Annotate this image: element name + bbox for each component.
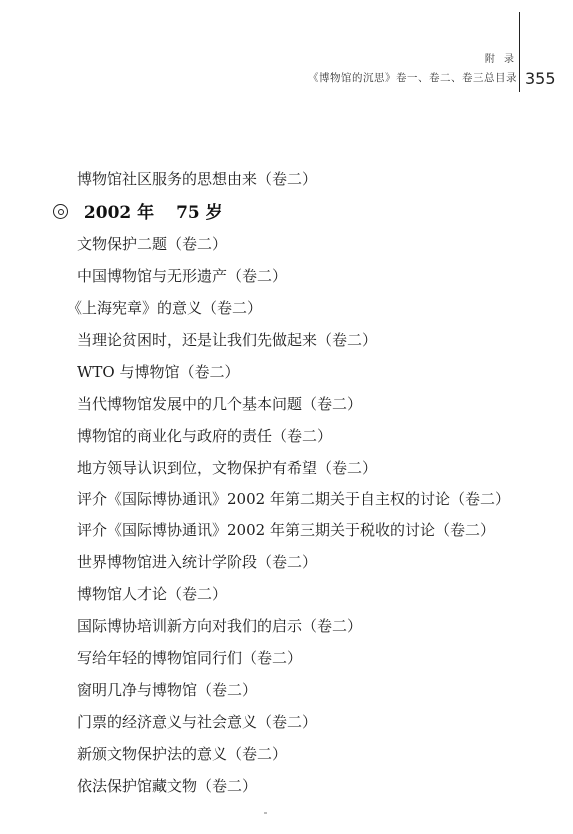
toc-entry: 新颁文物保护法的意义（卷二） (77, 745, 288, 763)
toc-entry: 博物馆社区服务的思想由来（卷二） (77, 170, 318, 188)
toc-entry: 《上海宪章》的意义（卷二） (67, 299, 263, 317)
toc-entry: 国际博协培训新方向对我们的启示（卷二） (77, 617, 363, 635)
toc-entry: 博物馆人才论（卷二） (77, 585, 228, 603)
toc-entry: 评介《国际博协通讯》2002 年第二期关于自主权的讨论（卷二） (77, 490, 510, 508)
toc-entry: 中国博物馆与无形遗产（卷二） (77, 267, 288, 285)
running-header-title: 《博物馆的沉思》卷一、卷二、卷三总目录 (308, 72, 517, 84)
double-circle-bullet-icon (53, 204, 68, 219)
toc-entry: 博物馆的商业化与政府的责任（卷二） (77, 427, 333, 445)
year-heading (53, 202, 223, 224)
toc-entry: 门票的经济意义与社会意义（卷二） (77, 713, 318, 731)
toc-entry: 地方领导认识到位，文物保护有希望（卷二） (77, 459, 378, 477)
year-label: 2002 年 (83, 203, 155, 223)
toc-entry: 评介《国际博协通讯》2002 年第三期关于税收的讨论（卷二） (77, 521, 495, 539)
toc-entry: 写给年轻的博物馆同行们（卷二） (77, 649, 303, 667)
toc-entry: WTO 与博物馆（卷二） (77, 363, 240, 381)
header-vertical-rule (519, 12, 520, 92)
toc-entry: 文物保护二题（卷二） (77, 235, 228, 253)
toc-entry: 依法保护馆藏文物（卷二） (77, 777, 258, 795)
scan-speck (264, 812, 267, 814)
toc-entry: 窗明几净与博物馆（卷二） (77, 681, 258, 699)
toc-entry: 当代博物馆发展中的几个基本问题（卷二） (77, 395, 363, 413)
toc-entry: 世界博物馆进入统计学阶段（卷二） (77, 553, 318, 571)
running-header-section: 附 录 (484, 54, 517, 65)
age-label: 75 岁 (176, 203, 223, 223)
toc-entry: 当理论贫困时，还是让我们先做起来（卷二） (77, 331, 378, 349)
page-number: 355 (525, 69, 556, 88)
